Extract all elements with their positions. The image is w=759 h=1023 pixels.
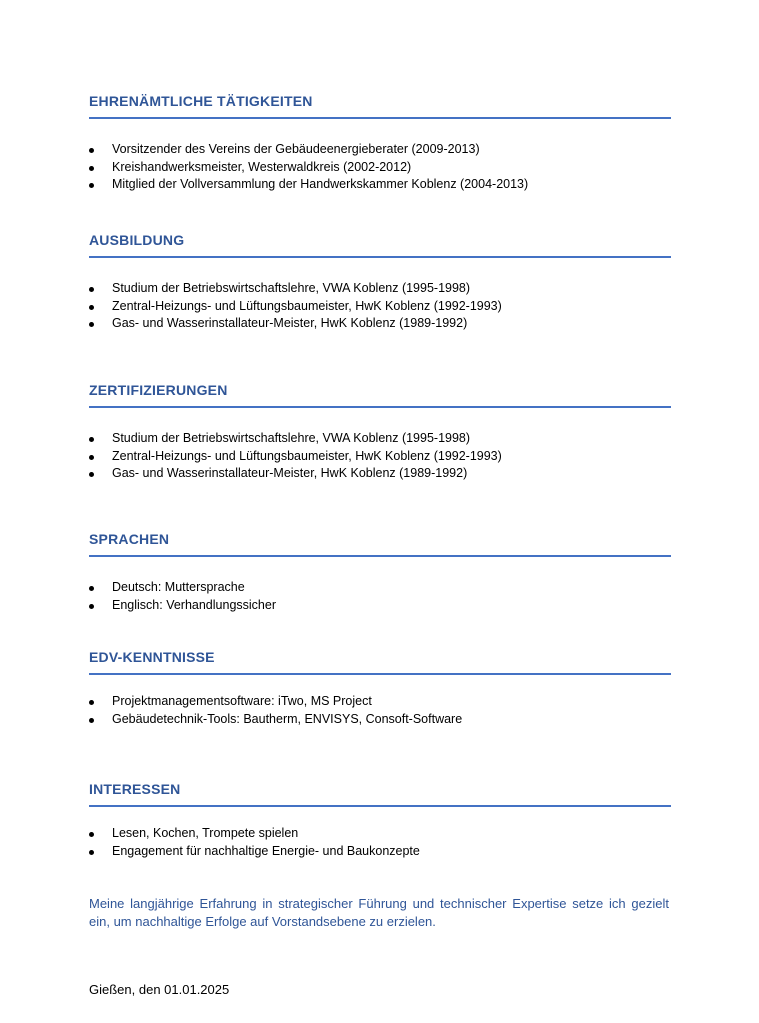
section-education <box>89 232 671 333</box>
section-title-it-skills: EDV-KENNTNISSE <box>89 649 671 675</box>
section-title-volunteer: EHRENÄMTLICHE TÄTIGKEITEN <box>89 93 671 119</box>
list-item <box>89 693 671 711</box>
bullet-icon <box>89 472 94 477</box>
section-title-certifications: ZERTIFIZIERUNGEN <box>89 382 671 408</box>
list-item-text: Kreishandwerksmeister, Westerwaldkreis (2002-2012) <box>112 159 412 174</box>
bullet-icon <box>89 700 94 705</box>
certifications-list <box>89 430 671 483</box>
bullet-icon <box>89 604 94 609</box>
section-interests <box>89 781 671 860</box>
list-item <box>89 141 671 159</box>
list-item <box>89 280 671 298</box>
list-item-text: Englisch: Verhandlungssicher <box>112 597 276 612</box>
list-item-text: Studium der Betriebswirtschaftslehre, VWA Koblenz (1995-1998) <box>112 431 471 445</box>
list-item <box>89 843 671 861</box>
list-item-text: Lesen, Kochen, Trompete spielen <box>112 826 299 840</box>
list-item-text: Gebäudetechnik-Tools: Bautherm, ENVISYS, Consoft-Software <box>112 711 463 726</box>
bullet-icon <box>89 718 94 723</box>
list-item <box>89 579 671 597</box>
bullet-icon <box>89 183 94 188</box>
interests-list <box>89 825 671 860</box>
list-item <box>89 465 671 483</box>
section-title-languages: SPRACHEN <box>89 531 671 557</box>
education-list <box>89 280 671 333</box>
closing-statement: Meine langjährige Erfahrung in strategischer Führung und technischer Expertise setze ich gezielt ein, um nachhaltige Erfolge auf Vorstandsebene zu erzielen. <box>89 896 669 929</box>
list-item-text: Vorsitzender des Vereins der Gebäudeenergieberater (2009-2013) <box>112 142 480 156</box>
place-date: Gießen, den 01.01.2025 <box>89 982 230 997</box>
list-item <box>89 825 671 843</box>
section-volunteer <box>89 93 671 194</box>
list-item-text: Gas- und Wasserinstallateur-Meister, HwK Koblenz (1989-1992) <box>112 316 468 331</box>
list-item <box>89 298 671 316</box>
list-item <box>89 315 671 333</box>
list-item-text: Projektmanagementsoftware: iTwo, MS Project <box>112 694 372 708</box>
section-title-education: AUSBILDUNG <box>89 232 671 258</box>
section-title-interests: INTERESSEN <box>89 781 671 807</box>
section-certifications <box>89 382 671 483</box>
list-item-text: Studium der Betriebswirtschaftslehre, VWA Koblenz (1995-1998) <box>112 281 471 295</box>
list-item <box>89 711 671 729</box>
list-item <box>89 597 671 615</box>
bullet-icon <box>89 455 94 460</box>
list-item-text: Zentral-Heizungs- und Lüftungsbaumeister, HwK Koblenz (1992-1993) <box>112 448 502 463</box>
bullet-icon <box>89 437 94 442</box>
bullet-icon <box>89 166 94 171</box>
list-item-text: Engagement für nachhaltige Energie- und Baukonzepte <box>112 843 420 858</box>
list-item-text: Zentral-Heizungs- und Lüftungsbaumeister, HwK Koblenz (1992-1993) <box>112 298 502 313</box>
bullet-icon <box>89 832 94 837</box>
list-item <box>89 430 671 448</box>
list-item-text: Mitglied der Vollversammlung der Handwerkskammer Koblenz (2004-2013) <box>112 177 529 192</box>
bullet-icon <box>89 586 94 591</box>
bullet-icon <box>89 287 94 292</box>
list-item <box>89 176 671 194</box>
bullet-icon <box>89 148 94 153</box>
bullet-icon <box>89 322 94 327</box>
section-it-skills <box>89 649 671 728</box>
bullet-icon <box>89 850 94 855</box>
list-item <box>89 159 671 177</box>
volunteer-list <box>89 141 671 194</box>
bullet-icon <box>89 305 94 310</box>
list-item-text: Deutsch: Muttersprache <box>112 580 245 594</box>
list-item-text: Gas- und Wasserinstallateur-Meister, HwK Koblenz (1989-1992) <box>112 466 468 481</box>
list-item <box>89 448 671 466</box>
section-languages <box>89 531 671 614</box>
it-skills-list <box>89 693 671 728</box>
languages-list <box>89 579 671 614</box>
